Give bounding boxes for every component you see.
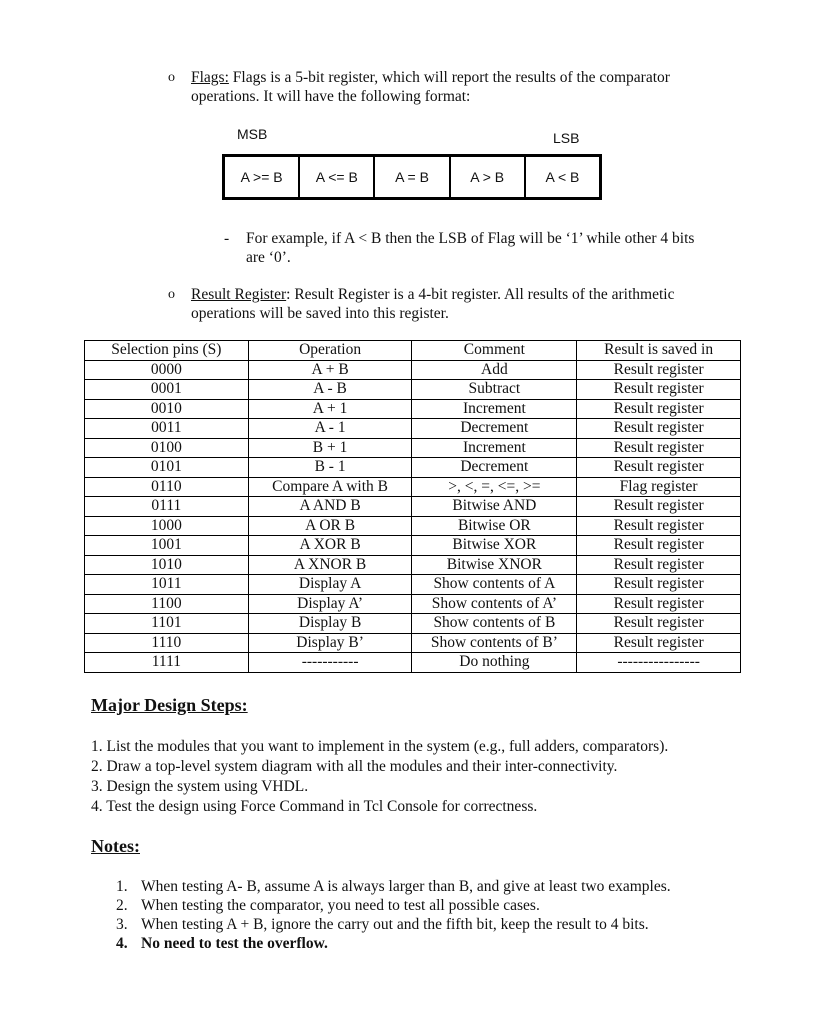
example-dash: - [224,230,230,247]
flag-cell-ge: A >= B [225,157,300,197]
cell-selection-pins: 1110 [85,633,249,653]
table-row [85,555,741,575]
note-text: When testing the comparator, you need to test all possible cases. [141,897,540,914]
header-result-saved-in: Result is saved in [577,341,741,361]
flag-cell-eq: A = B [375,157,450,197]
cell-comment: Bitwise AND [412,497,577,517]
cell-comment: Decrement [412,458,577,478]
design-step-4: 4. Test the design using Force Command in Tcl Console for correctness. [91,798,538,815]
cell-comment: >, <, =, <=, >= [412,477,577,497]
note-number: 2. [116,897,128,914]
table-row [85,575,741,595]
cell-operation: A XOR B [248,536,412,556]
cell-selection-pins: 0010 [85,399,249,419]
cell-comment: Subtract [412,380,577,400]
cell-operation: A AND B [248,497,412,517]
table-row [85,360,741,380]
cell-comment: Bitwise XOR [412,536,577,556]
cell-result-saved-in: Result register [577,575,741,595]
cell-selection-pins: 1011 [85,575,249,595]
cell-comment: Bitwise OR [412,516,577,536]
cell-operation: A XNOR B [248,555,412,575]
cell-comment: Show contents of B’ [412,633,577,653]
table-row [85,458,741,478]
cell-result-saved-in: Result register [577,555,741,575]
table-row [85,516,741,536]
table-row [85,633,741,653]
flag-cell-gt: A > B [451,157,526,197]
cell-comment: Do nothing [412,653,577,673]
cell-comment: Add [412,360,577,380]
header-selection-pins: Selection pins (S) [85,341,249,361]
flags-register-diagram [222,154,602,200]
table-row [85,536,741,556]
cell-selection-pins: 0110 [85,477,249,497]
cell-comment: Show contents of B [412,614,577,634]
example-line-2: are ‘0’. [246,249,291,266]
cell-result-saved-in: Result register [577,633,741,653]
design-steps-heading: Major Design Steps: [91,695,248,715]
cell-comment: Show contents of A’ [412,594,577,614]
cell-selection-pins: 1001 [85,536,249,556]
cell-result-saved-in: Result register [577,516,741,536]
cell-result-saved-in: Result register [577,380,741,400]
cell-operation: B - 1 [248,458,412,478]
example-line-1: For example, if A < B then the LSB of Flag will be ‘1’ while other 4 bits [246,230,695,247]
design-step-1: 1. List the modules that you want to implement in the system (e.g., full adders, comparators). [91,738,669,755]
cell-result-saved-in: Result register [577,360,741,380]
result-line-2: operations will be saved into this register. [191,305,449,322]
cell-selection-pins: 1010 [85,555,249,575]
header-operation: Operation [248,341,412,361]
flags-bullet: o [168,70,175,85]
cell-operation: ----------- [248,653,412,673]
cell-selection-pins: 0111 [85,497,249,517]
flags-line-1 [191,68,670,87]
cell-selection-pins: 1101 [85,614,249,634]
cell-selection-pins: 0011 [85,419,249,439]
cell-result-saved-in: Result register [577,438,741,458]
cell-result-saved-in: ---------------- [577,653,741,673]
design-step-2: 2. Draw a top-level system diagram with all the modules and their inter-connectivity. [91,758,618,775]
cell-selection-pins: 0001 [85,380,249,400]
cell-operation: A + 1 [248,399,412,419]
cell-operation: Display B’ [248,633,412,653]
cell-operation: A + B [248,360,412,380]
note-text: When testing A- B, assume A is always larger than B, and give at least two examples. [141,878,671,895]
table-header-row [85,341,741,361]
notes-heading [91,836,140,857]
notes-heading-text: Notes [91,836,134,856]
cell-operation: A OR B [248,516,412,536]
cell-comment: Increment [412,438,577,458]
cell-result-saved-in: Result register [577,458,741,478]
lsb-label: LSB [553,130,580,146]
table-row [85,594,741,614]
cell-result-saved-in: Flag register [577,477,741,497]
cell-comment: Show contents of A [412,575,577,595]
table-row [85,399,741,419]
cell-selection-pins: 0100 [85,438,249,458]
notes-heading-colon: : [134,836,140,856]
cell-operation: A - B [248,380,412,400]
note-number: 3. [116,916,128,933]
cell-result-saved-in: Result register [577,536,741,556]
table-row [85,419,741,439]
table-row [85,477,741,497]
note-text: When testing A + B, ignore the carry out and the fifth bit, keep the result to 4 bits. [141,916,649,933]
cell-operation: Display B [248,614,412,634]
note-text: No need to test the overflow. [141,935,328,952]
cell-result-saved-in: Result register [577,399,741,419]
result-bullet: o [168,287,175,302]
flag-cell-lt: A < B [545,169,580,185]
cell-comment: Bitwise XNOR [412,555,577,575]
msb-label: MSB [237,126,268,142]
cell-operation: B + 1 [248,438,412,458]
cell-result-saved-in: Result register [577,419,741,439]
cell-operation: A - 1 [248,419,412,439]
flags-title: Flags: [191,69,229,86]
cell-operation: Compare A with B [248,477,412,497]
flags-line-2: operations. It will have the following format: [191,88,471,105]
table-row [85,653,741,673]
table-row [85,380,741,400]
cell-selection-pins: 1100 [85,594,249,614]
result-line-1 [191,285,674,304]
table-row [85,614,741,634]
note-number: 1. [116,878,128,895]
flags-line-1-text: Flags is a 5-bit register, which will report the results of the comparator [228,69,670,86]
result-line-1-text: : Result Register is a 4-bit register. All results of the arithmetic [286,286,675,303]
result-title: Result Register [191,286,287,303]
cell-selection-pins: 0000 [85,360,249,380]
design-step-3: 3. Design the system using VHDL. [91,778,309,795]
note-number: 4. [116,935,128,952]
cell-selection-pins: 1000 [85,516,249,536]
flag-cell-le: A <= B [300,157,375,197]
cell-comment: Increment [412,399,577,419]
table-row [85,438,741,458]
table-row [85,497,741,517]
cell-operation: Display A [248,575,412,595]
cell-selection-pins: 1111 [85,653,249,673]
cell-operation: Display A’ [248,594,412,614]
cell-result-saved-in: Result register [577,497,741,517]
cell-selection-pins: 0101 [85,458,249,478]
cell-result-saved-in: Result register [577,614,741,634]
operations-table [84,340,741,673]
cell-comment: Decrement [412,419,577,439]
header-comment: Comment [412,341,577,361]
cell-result-saved-in: Result register [577,594,741,614]
